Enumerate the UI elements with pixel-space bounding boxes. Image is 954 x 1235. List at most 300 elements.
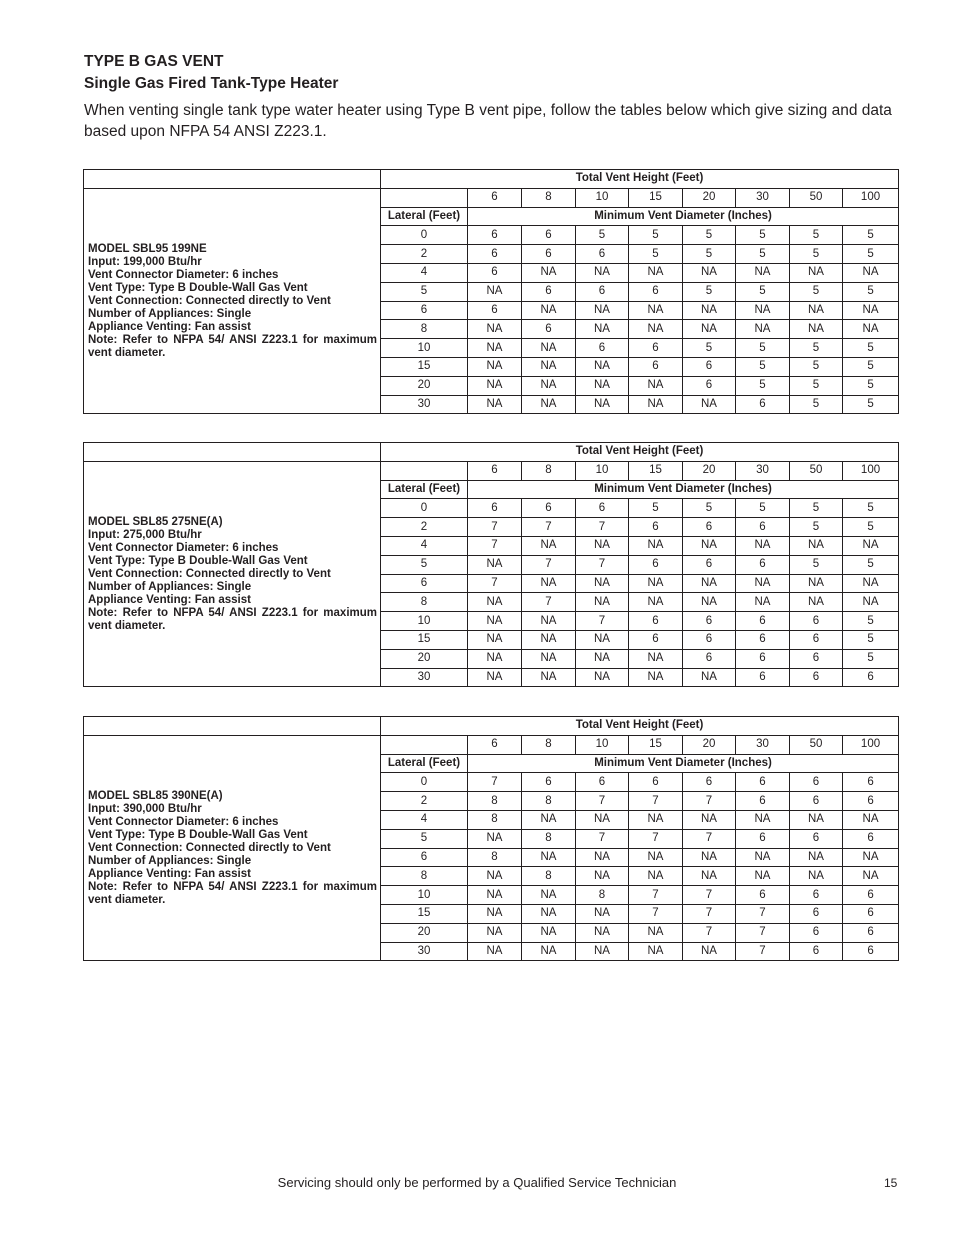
diameter-cell: NA [576,593,629,612]
diameter-cell: NA [629,923,683,942]
height-header-cell: 50 [790,461,843,480]
diameter-cell: NA [576,301,629,320]
diameter-cell: NA [468,395,522,414]
diameter-cell: 6 [790,630,843,649]
diameter-cell: NA [522,574,576,593]
diameter-cell: 6 [629,282,683,301]
diameter-cell: 5 [790,376,843,395]
lateral-cell: 20 [381,923,468,942]
diameter-cell: 7 [468,574,522,593]
diameter-cell: NA [522,301,576,320]
diameter-cell: NA [522,339,576,358]
diameter-cell: 5 [683,499,736,518]
diameter-cell: 5 [683,245,736,264]
diameter-cell: 7 [468,773,522,792]
model-note: Note: Refer to NFPA 54/ ANSI Z223.1 for maximum vent diameter. [88,333,377,359]
diameter-cell: NA [522,630,576,649]
model-spec-line: Vent Type: Type B Double-Wall Gas Vent [88,281,308,294]
diameter-cell: NA [683,867,736,886]
diameter-cell: 6 [736,668,790,687]
diameter-cell: NA [468,649,522,668]
diameter-cell: NA [790,301,843,320]
heights-row [84,735,899,754]
diameter-cell: 7 [736,942,790,961]
diameter-cell: 5 [683,226,736,245]
height-header-cell: 6 [468,461,522,480]
diameter-cell: 5 [736,245,790,264]
diameter-cell: 6 [736,649,790,668]
diameter-cell: 7 [629,886,683,905]
diameter-cell: 5 [843,518,899,537]
height-header-cell: 30 [736,188,790,207]
diameter-cell: 7 [683,923,736,942]
diameter-cell: NA [576,810,629,829]
page-header [84,52,914,142]
total-vent-height-label: Total Vent Height (Feet) [381,717,899,736]
diameter-cell: NA [468,320,522,339]
model-name: MODEL SBL85 275NE(A) [88,515,223,528]
diameter-cell: NA [522,263,576,282]
lateral-cell: 30 [381,395,468,414]
diameter-cell: 5 [629,245,683,264]
height-header-cell: 20 [683,188,736,207]
diameter-cell: 5 [843,282,899,301]
diameter-cell: 6 [843,923,899,942]
diameter-cell: 6 [843,904,899,923]
diameter-cell: NA [576,867,629,886]
model-spec-line: Number of Appliances: Single [88,580,252,593]
height-header-cell: 10 [576,188,629,207]
lateral-cell: 10 [381,339,468,358]
diameter-cell: 7 [683,886,736,905]
diameter-cell: 6 [576,245,629,264]
diameter-cell: 5 [790,226,843,245]
lateral-cell: 2 [381,792,468,811]
vent-table-sbl85-275ne [83,442,899,687]
diameter-cell: NA [790,536,843,555]
diameter-cell: 7 [736,904,790,923]
diameter-cell: 7 [736,923,790,942]
lateral-cell: 15 [381,904,468,923]
diameter-cell: NA [843,320,899,339]
height-header-cell: 8 [522,735,576,754]
diameter-cell: 5 [683,339,736,358]
diameter-cell: NA [629,593,683,612]
lateral-cell: 0 [381,773,468,792]
lateral-cell: 6 [381,848,468,867]
diameter-cell: 5 [790,555,843,574]
diameter-cell: 7 [468,518,522,537]
diameter-cell: NA [468,376,522,395]
diameter-cell: 7 [522,593,576,612]
diameter-cell: 6 [576,339,629,358]
diameter-cell: NA [629,867,683,886]
header-row [84,170,899,189]
diameter-cell: 6 [843,773,899,792]
model-info-cell [84,188,381,414]
lateral-cell: 0 [381,499,468,518]
diameter-cell: NA [629,810,683,829]
diameter-cell: NA [736,536,790,555]
diameter-cell: NA [468,923,522,942]
diameter-cell: NA [468,612,522,631]
diameter-cell: 7 [522,518,576,537]
diameter-cell: NA [683,320,736,339]
diameter-cell: NA [790,574,843,593]
min-diameter-label: Minimum Vent Diameter (Inches) [468,207,899,226]
model-spec-line: Vent Type: Type B Double-Wall Gas Vent [88,828,308,841]
lateral-cell: 20 [381,376,468,395]
diameter-cell: NA [790,263,843,282]
diameter-cell: 6 [522,320,576,339]
diameter-cell: 5 [790,357,843,376]
diameter-cell: NA [522,357,576,376]
height-header-cell: 15 [629,461,683,480]
diameter-cell: 6 [629,773,683,792]
diameter-cell: 6 [790,942,843,961]
diameter-cell: 7 [576,612,629,631]
diameter-cell: 6 [843,668,899,687]
model-spec-line: Vent Type: Type B Double-Wall Gas Vent [88,554,308,567]
diameter-cell: NA [522,536,576,555]
height-header-cell: 50 [790,735,843,754]
diameter-cell: NA [843,867,899,886]
lateral-cell: 4 [381,263,468,282]
diameter-cell: NA [843,301,899,320]
lateral-label: Lateral (Feet) [381,480,468,499]
diameter-cell: 5 [736,357,790,376]
diameter-cell: 6 [843,942,899,961]
diameter-cell: 5 [790,499,843,518]
diameter-cell: 6 [576,282,629,301]
diameter-cell: 5 [736,339,790,358]
blank-header-cell [84,170,381,189]
diameter-cell: 6 [843,792,899,811]
diameter-cell: 5 [843,555,899,574]
diameter-cell: NA [629,942,683,961]
model-spec-line: Vent Connection: Connected directly to Vent [88,567,331,580]
lateral-cell: 30 [381,942,468,961]
diameter-cell: 7 [468,536,522,555]
diameter-cell: 7 [629,904,683,923]
diameter-cell: NA [629,376,683,395]
lateral-cell: 5 [381,829,468,848]
diameter-cell: 7 [629,829,683,848]
diameter-cell: 6 [683,518,736,537]
height-header-cell: 100 [843,461,899,480]
diameter-cell: 7 [683,792,736,811]
diameter-cell: NA [843,263,899,282]
diameter-cell: 6 [736,612,790,631]
diameter-cell: 5 [843,226,899,245]
diameter-cell: NA [683,574,736,593]
diameter-cell: NA [683,810,736,829]
model-spec-line: Appliance Venting: Fan assist [88,867,251,880]
model-spec-line: Appliance Venting: Fan assist [88,320,251,333]
page-number: 15 [884,1176,898,1190]
height-header-cell: 8 [522,188,576,207]
diameter-cell: NA [576,630,629,649]
height-header-cell: 20 [683,735,736,754]
diameter-cell: NA [468,630,522,649]
diameter-cell: 6 [576,499,629,518]
diameter-cell: 6 [629,555,683,574]
diameter-cell: 8 [522,867,576,886]
diameter-cell: NA [522,923,576,942]
diameter-cell: NA [468,282,522,301]
diameter-cell: 6 [522,226,576,245]
diameter-cell: NA [468,829,522,848]
heights-row [84,188,899,207]
height-header-cell: 6 [468,735,522,754]
diameter-cell: 5 [736,282,790,301]
diameter-cell: 6 [736,518,790,537]
lateral-cell: 10 [381,612,468,631]
diameter-cell: 6 [522,773,576,792]
diameter-cell: 6 [790,773,843,792]
diameter-cell: NA [576,376,629,395]
diameter-cell: 5 [790,395,843,414]
height-header-cell: 15 [629,735,683,754]
model-spec-line: Vent Connector Diameter: 6 inches [88,268,279,281]
height-header-cell: 50 [790,188,843,207]
diameter-cell: 6 [736,395,790,414]
diameter-cell: 5 [736,376,790,395]
lateral-cell: 0 [381,226,468,245]
heights-row [84,461,899,480]
diameter-cell: 5 [843,376,899,395]
lateral-cell: 5 [381,555,468,574]
diameter-cell: 6 [576,773,629,792]
blank-header-cell [84,717,381,736]
diameter-cell: 6 [736,555,790,574]
diameter-cell: NA [468,555,522,574]
diameter-cell: 5 [736,499,790,518]
diameter-cell: NA [522,942,576,961]
diameter-cell: NA [576,649,629,668]
diameter-cell: 5 [843,245,899,264]
diameter-cell: NA [683,395,736,414]
diameter-cell: NA [790,593,843,612]
diameter-cell: NA [629,536,683,555]
height-header-cell: 10 [576,461,629,480]
diameter-cell: 6 [629,630,683,649]
diameter-cell: 5 [843,339,899,358]
height-header-cell: 30 [736,461,790,480]
diameter-cell: NA [576,848,629,867]
diameter-cell: 7 [522,555,576,574]
lateral-cell: 4 [381,536,468,555]
page-title: TYPE B GAS VENT [84,53,224,70]
header-row [84,443,899,462]
height-header-cell: 100 [843,735,899,754]
diameter-cell: 8 [576,886,629,905]
diameter-cell: 8 [522,829,576,848]
lateral-cell: 6 [381,301,468,320]
diameter-cell: 7 [629,792,683,811]
model-note: Note: Refer to NFPA 54/ ANSI Z223.1 for maximum vent diameter. [88,606,377,632]
vent-table-sbl95-199ne [83,169,899,414]
diameter-cell: 6 [736,829,790,848]
diameter-cell: NA [683,301,736,320]
diameter-cell: NA [683,263,736,282]
model-note: Note: Refer to NFPA 54/ ANSI Z223.1 for maximum vent diameter. [88,880,377,906]
diameter-cell: 8 [468,848,522,867]
diameter-cell: 6 [468,245,522,264]
diameter-cell: NA [736,301,790,320]
diameter-cell: 6 [736,792,790,811]
lateral-cell: 10 [381,886,468,905]
diameter-cell: NA [576,395,629,414]
diameter-cell: NA [790,810,843,829]
diameter-cell: 6 [629,518,683,537]
diameter-cell: 6 [790,649,843,668]
diameter-cell: 6 [522,499,576,518]
diameter-cell: NA [683,536,736,555]
blank-lateral-cell [381,735,468,754]
diameter-cell: NA [843,574,899,593]
lateral-cell: 8 [381,867,468,886]
diameter-cell: 5 [683,282,736,301]
diameter-cell: NA [683,848,736,867]
diameter-cell: NA [843,810,899,829]
diameter-cell: NA [629,649,683,668]
diameter-cell: 5 [843,630,899,649]
diameter-cell: 7 [576,792,629,811]
diameter-cell: 7 [683,829,736,848]
lateral-cell: 15 [381,630,468,649]
model-spec-line: Vent Connector Diameter: 6 inches [88,815,279,828]
footer-note: Servicing should only be performed by a Qualified Service Technician [277,1175,677,1190]
diameter-cell: 5 [843,499,899,518]
diameter-cell: 6 [736,773,790,792]
diameter-cell: 6 [736,630,790,649]
diameter-cell: 5 [790,282,843,301]
lateral-cell: 5 [381,282,468,301]
model-name: MODEL SBL95 199NE [88,242,207,255]
diameter-cell: NA [576,904,629,923]
diameter-cell: NA [629,848,683,867]
diameter-cell: 6 [843,886,899,905]
diameter-cell: NA [629,320,683,339]
diameter-cell: 6 [790,668,843,687]
diameter-cell: NA [790,320,843,339]
model-spec-line: Input: 275,000 Btu/hr [88,528,202,541]
blank-header-cell [84,443,381,462]
height-header-cell: 6 [468,188,522,207]
diameter-cell: NA [629,263,683,282]
lateral-cell: 6 [381,574,468,593]
diameter-cell: 5 [736,226,790,245]
diameter-cell: NA [522,886,576,905]
diameter-cell: NA [522,376,576,395]
diameter-cell: NA [683,668,736,687]
diameter-cell: 6 [736,886,790,905]
diameter-cell: 6 [843,829,899,848]
diameter-cell: 8 [522,792,576,811]
model-spec-line: Input: 199,000 Btu/hr [88,255,202,268]
diameter-cell: 6 [522,282,576,301]
diameter-cell: NA [576,923,629,942]
diameter-cell: NA [629,668,683,687]
diameter-cell: 6 [683,773,736,792]
model-spec-line: Input: 390,000 Btu/hr [88,802,202,815]
diameter-cell: NA [468,668,522,687]
diameter-cell: NA [736,574,790,593]
diameter-cell: NA [629,395,683,414]
diameter-cell: 6 [790,612,843,631]
lateral-cell: 8 [381,593,468,612]
height-header-cell: 15 [629,188,683,207]
model-spec-line: Number of Appliances: Single [88,307,252,320]
page-subtitle: Single Gas Fired Tank-Type Heater [84,75,339,92]
diameter-cell: 6 [683,555,736,574]
diameter-cell: 5 [843,649,899,668]
diameter-cell: NA [522,612,576,631]
diameter-cell: NA [576,942,629,961]
diameter-cell: NA [576,263,629,282]
lateral-label: Lateral (Feet) [381,754,468,773]
diameter-cell: 6 [468,301,522,320]
diameter-cell: NA [843,593,899,612]
diameter-cell: NA [629,301,683,320]
diameter-cell: 6 [790,829,843,848]
diameter-cell: 5 [843,357,899,376]
diameter-cell: NA [468,339,522,358]
height-header-cell: 10 [576,735,629,754]
diameter-cell: NA [576,668,629,687]
diameter-cell: 7 [576,555,629,574]
diameter-cell: NA [576,574,629,593]
blank-lateral-cell [381,188,468,207]
diameter-cell: NA [522,668,576,687]
diameter-cell: NA [683,942,736,961]
diameter-cell: NA [843,536,899,555]
diameter-cell: 6 [522,245,576,264]
diameter-cell: NA [522,848,576,867]
diameter-cell: NA [736,810,790,829]
model-spec-line: Vent Connection: Connected directly to Vent [88,294,331,307]
diameter-cell: 5 [790,518,843,537]
lateral-cell: 8 [381,320,468,339]
diameter-cell: NA [468,593,522,612]
diameter-cell: 6 [790,923,843,942]
diameter-cell: 7 [683,904,736,923]
diameter-cell: NA [468,886,522,905]
diameter-cell: NA [736,848,790,867]
lateral-label: Lateral (Feet) [381,207,468,226]
diameter-cell: 6 [629,339,683,358]
diameter-cell: 6 [790,792,843,811]
diameter-cell: 6 [629,612,683,631]
diameter-cell: 7 [576,829,629,848]
header-row [84,717,899,736]
model-spec-line: Number of Appliances: Single [88,854,252,867]
total-vent-height-label: Total Vent Height (Feet) [381,443,899,462]
diameter-cell: 7 [576,518,629,537]
height-header-cell: 20 [683,461,736,480]
diameter-cell: NA [468,357,522,376]
diameter-cell: NA [522,904,576,923]
diameter-cell: 5 [576,226,629,245]
diameter-cell: NA [576,357,629,376]
model-info-cell [84,735,381,961]
diameter-cell: NA [468,942,522,961]
diameter-cell: NA [683,593,736,612]
diameter-cell: 8 [468,792,522,811]
lateral-cell: 15 [381,357,468,376]
diameter-cell: NA [468,904,522,923]
